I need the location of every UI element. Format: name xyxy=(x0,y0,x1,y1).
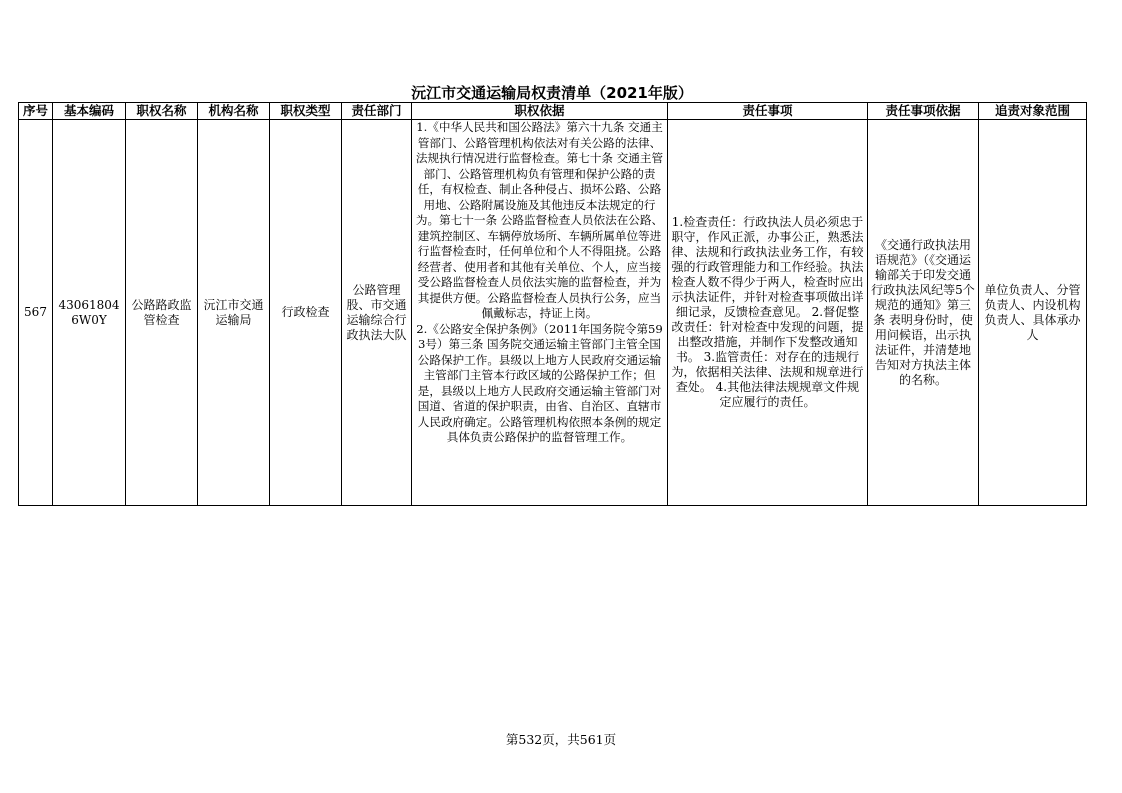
header-power-name: 职权名称 xyxy=(126,103,198,120)
header-responsibility-basis: 责任事项依据 xyxy=(868,103,979,120)
header-code: 基本编码 xyxy=(53,103,126,120)
cell-code: 430618046W0Y xyxy=(53,120,126,506)
header-power-type: 职权类型 xyxy=(270,103,342,120)
cell-power-name: 公路路政监管检查 xyxy=(126,120,198,506)
header-row xyxy=(19,103,1087,120)
page-number: 第532页，共561页 xyxy=(505,732,617,747)
table-row xyxy=(19,120,1087,506)
page-title: 沅江市交通运输局权责清单（2021年版） xyxy=(411,84,693,102)
header-index: 序号 xyxy=(19,103,53,120)
header-basis: 职权依据 xyxy=(412,103,668,120)
responsibility-text: 1.检查责任：行政执法人员必须忠于职守，作风正派，办事公正，熟悉法律、法规和行政执法业务工作，有较强的行政管理能力和工作经验。执法检查人数不得少于两人，检查时应出示执法证件，并针对检查事项做出详细记录，反馈检查意见。 2.督促整改责任：针对检查中发现的问题，提出整改措施，并制作下发整改通知书。 3.监管责任：对存在的违规行为，依据相关法律、法规和规章进行查处。 4.其他法律法规规章文件规定应履行的责任。 xyxy=(671,215,864,409)
cell-basis xyxy=(412,120,668,506)
responsibility-basis-text: 《交通行政执法用语规范》（《交通运输部关于印发交通行政执法风纪等5个规范的通知》第三条 表明身份时，使用问候语，出示执法证件，并清楚地告知对方执法主体的名称。 xyxy=(871,237,975,387)
responsibility-table xyxy=(18,102,1087,506)
cell-department: 公路管理股、市交通运输综合行政执法大队 xyxy=(342,120,412,506)
cell-accountability: 单位负责人、分管负责人、内设机构负责人、具体承办人 xyxy=(979,120,1087,506)
cell-responsibility-basis xyxy=(868,120,979,506)
header-org-name: 机构名称 xyxy=(198,103,270,120)
header-accountability: 追责对象范围 xyxy=(979,103,1087,120)
cell-responsibility xyxy=(668,120,868,506)
header-department: 责任部门 xyxy=(342,103,412,120)
basis-text: 1.《中华人民共和国公路法》第六十九条 交通主管部门、公路管理机构依法对有关公路的法律、法规执行情况进行监督检查。第七十条 交通主管部门、公路管理机构负有管理和保护公路的责任，有权检查、制止各种侵占、损坏公路、公路用地、公路附属设施及其他违反本法规定的行为。第七十一条 公路监督检查人员依法在公路、建筑控制区、车辆停放场所、车辆所属单位等进行监督检查时，任何单位和个人不得阻挠。公路经营者、使用者和其他有关单位、个人，应当接受公路监督检查人员依法实施的监督检查，并为其提供方便。公路监督检查人员执行公务，应当佩戴标志，持证上岗。 2.《公路安全保护条例》（2011年国务院令第593号）第三条 国务院交通运输主管部门主管全国公路保护工作。县级以上地方人民政府交通运输主管部门主管本行政区域的公路保护工作；但是，县级以上地方人民政府交通运输主管部门对国道、省道的保护职责，由省、自治区、直辖市人民政府确定。公路管理机构依照本条例的规定具体负责公路保护的监督管理工作。 xyxy=(415,120,664,444)
header-responsibility: 责任事项 xyxy=(668,103,868,120)
cell-index: 567 xyxy=(19,120,53,506)
cell-power-type: 行政检查 xyxy=(270,120,342,506)
cell-org-name: 沅江市交通运输局 xyxy=(198,120,270,506)
